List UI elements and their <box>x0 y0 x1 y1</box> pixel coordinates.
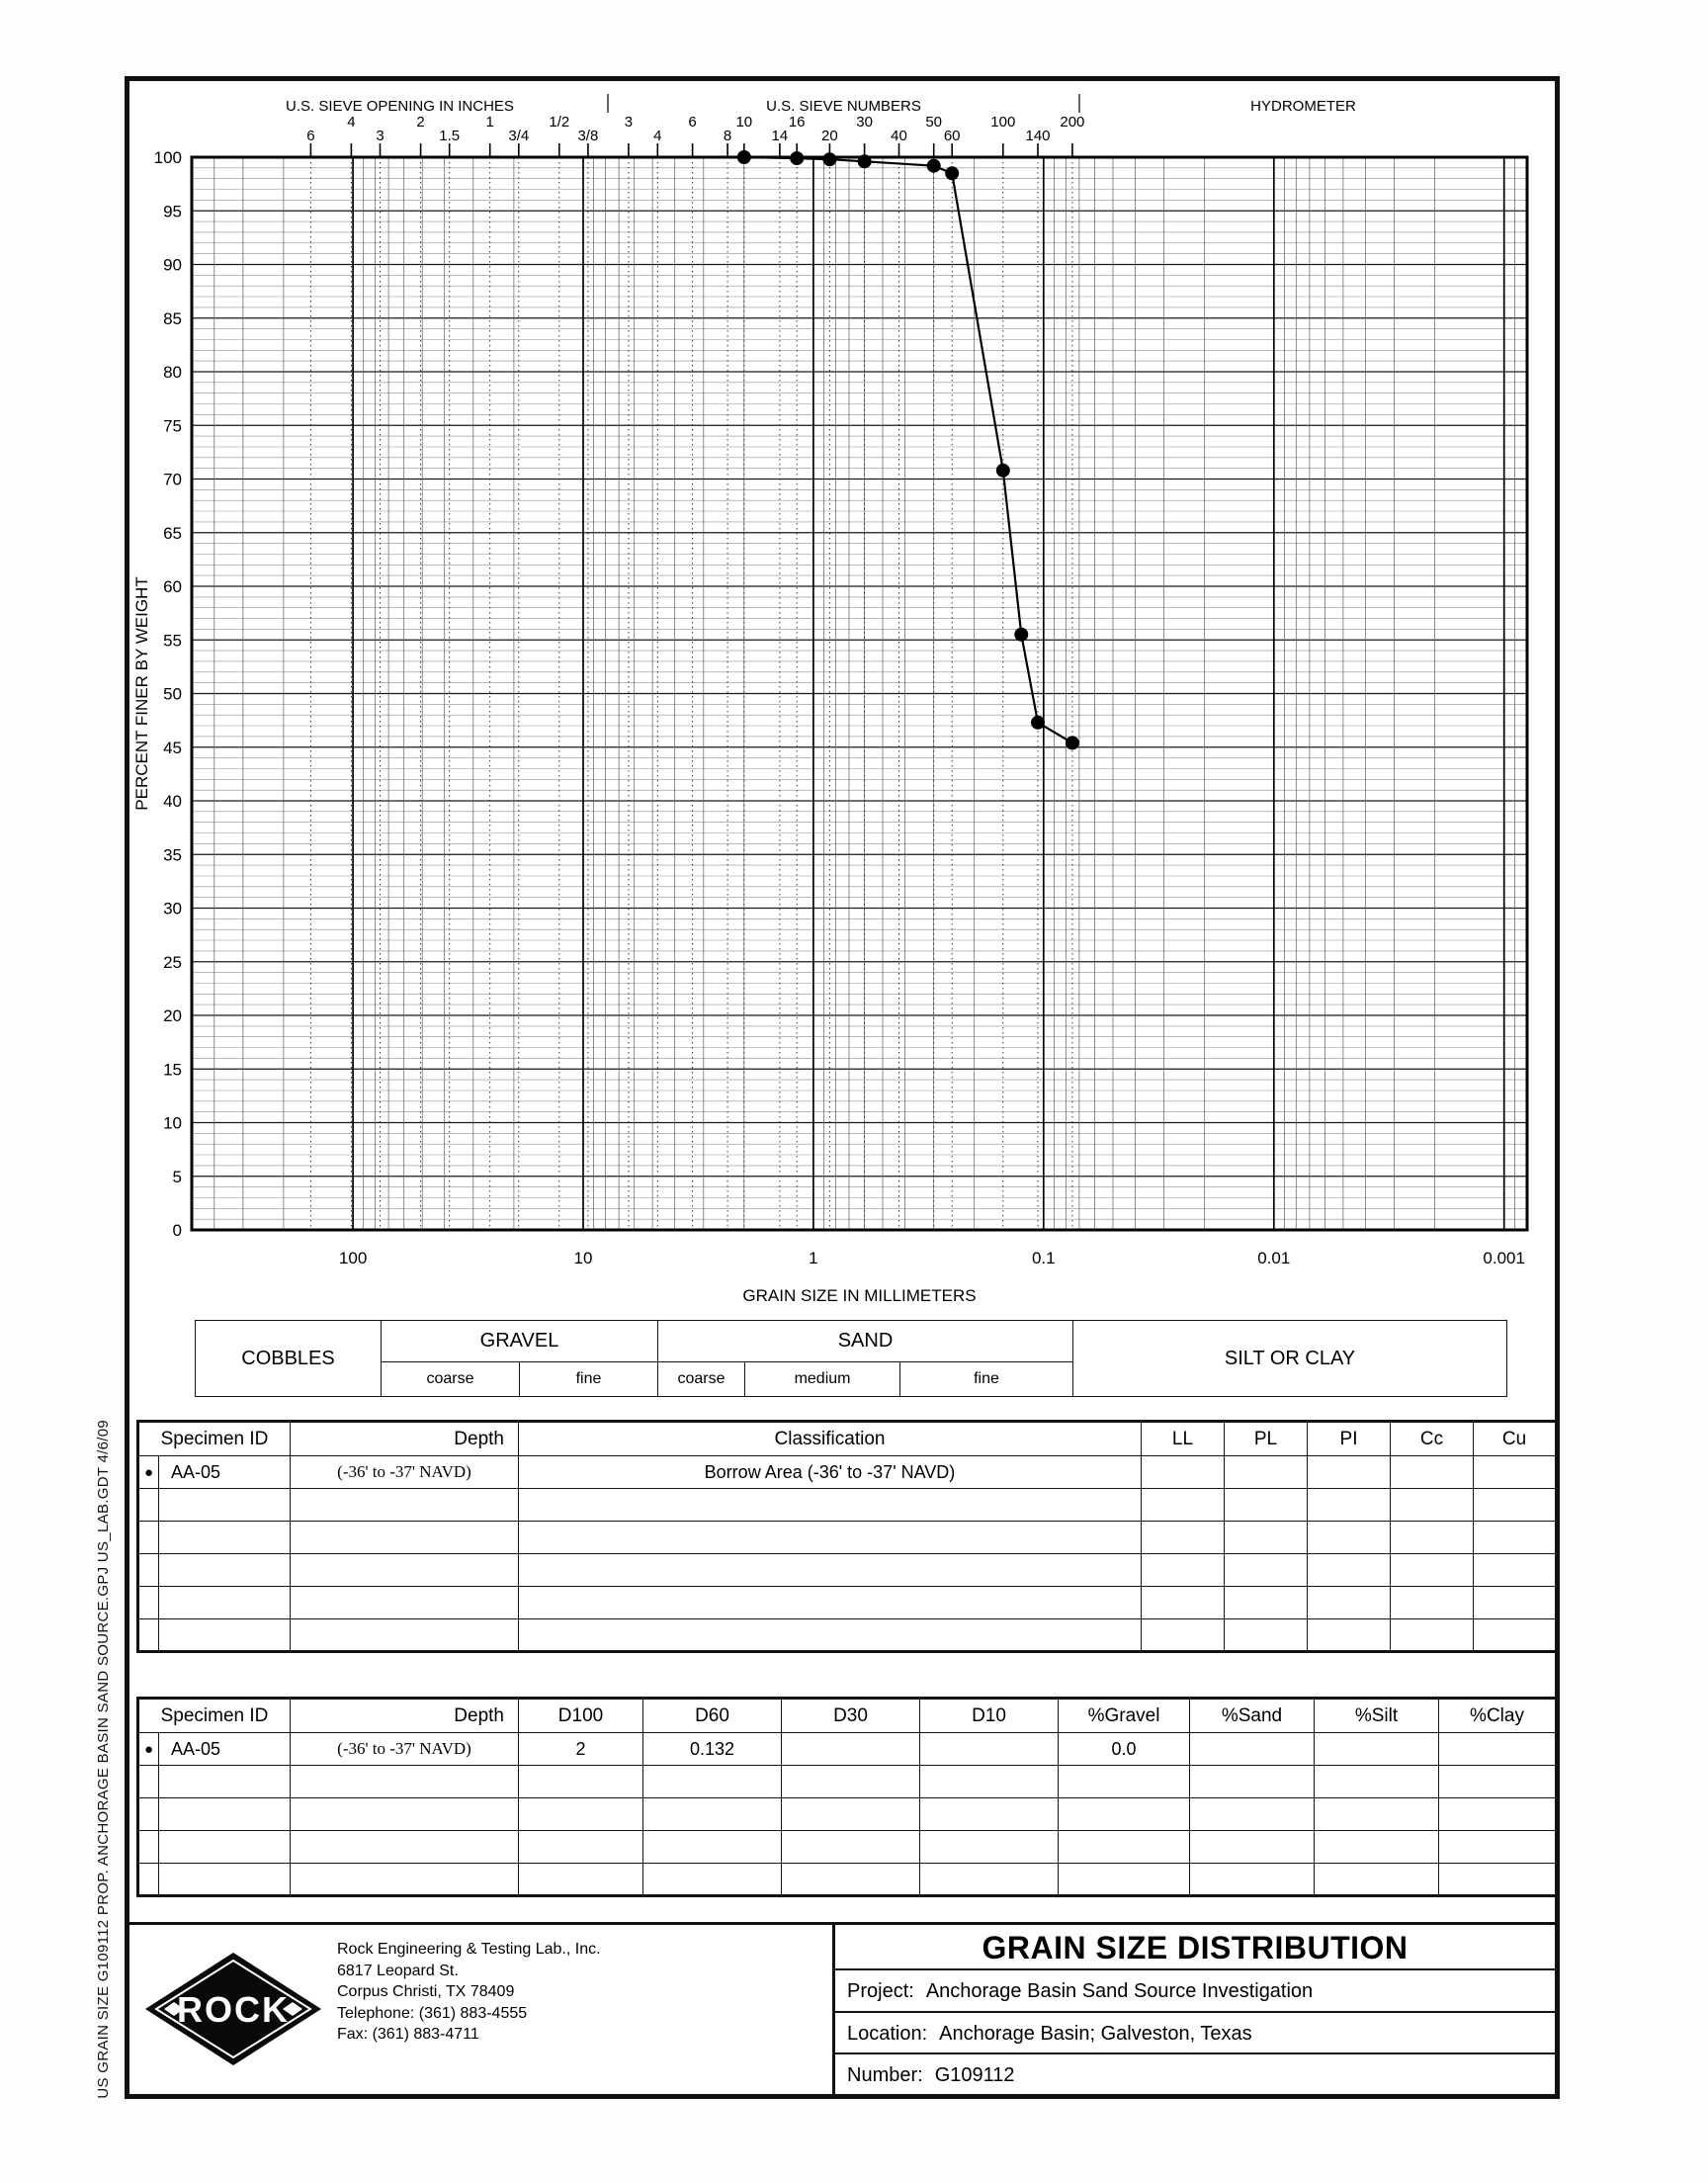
svg-text:65: 65 <box>163 523 182 543</box>
col-depth: Depth <box>291 1699 519 1733</box>
svg-text:1.5: 1.5 <box>439 128 461 144</box>
svg-text:50: 50 <box>163 684 182 704</box>
col-d100: D100 <box>519 1699 643 1733</box>
specimen-row: ● AA-05 (-36' to -37' NAVD) Borrow Area (-36' to -37' NAVD) <box>138 1456 1557 1489</box>
blank-row <box>138 1766 1557 1798</box>
band-gravel: GRAVEL <box>382 1321 658 1362</box>
blank-row <box>138 1522 1557 1554</box>
svg-text:15: 15 <box>163 1060 182 1080</box>
svg-text:5: 5 <box>172 1167 182 1186</box>
blank-row <box>138 1831 1557 1864</box>
results-tbody <box>138 1733 1557 1896</box>
blank-row <box>138 1554 1557 1587</box>
band-silt-or-clay: SILT OR CLAY <box>1073 1321 1507 1397</box>
project-value: Anchorage Basin Sand Source Investigation <box>925 1980 1314 2002</box>
svg-text:GRAIN SIZE IN MILLIMETERS: GRAIN SIZE IN MILLIMETERS <box>742 1286 977 1305</box>
col-pct-gravel: %Gravel <box>1059 1699 1190 1733</box>
col-ll: LL <box>1142 1422 1225 1456</box>
svg-text:1: 1 <box>809 1249 818 1267</box>
footer-title-block <box>129 1922 1555 2094</box>
svg-text:30: 30 <box>856 114 873 131</box>
svg-text:1/2: 1/2 <box>549 114 570 131</box>
svg-text:140: 140 <box>1025 128 1051 144</box>
number-row <box>835 2054 1555 2096</box>
svg-text:30: 30 <box>163 899 182 918</box>
blank-row <box>138 1864 1557 1896</box>
svg-text:U.S. SIEVE NUMBERS: U.S. SIEVE NUMBERS <box>766 98 921 115</box>
svg-text:70: 70 <box>163 470 182 489</box>
svg-text:90: 90 <box>163 255 182 275</box>
svg-text:6: 6 <box>688 114 697 131</box>
company-info <box>337 1939 601 2046</box>
band-sand-coarse: coarse <box>658 1362 745 1397</box>
svg-text:80: 80 <box>163 363 182 382</box>
svg-text:10: 10 <box>735 114 753 131</box>
number-label: Number: <box>847 2064 923 2086</box>
band-gravel-fine: fine <box>520 1362 658 1397</box>
number-value: G109112 <box>934 2064 1015 2086</box>
col-cc: Cc <box>1391 1422 1474 1456</box>
svg-text:100: 100 <box>338 1249 368 1267</box>
svg-text:100: 100 <box>153 148 182 167</box>
band-sand-medium: medium <box>745 1362 900 1397</box>
svg-text:85: 85 <box>163 308 182 328</box>
col-depth: Depth <box>291 1422 519 1456</box>
col-pct-sand: %Sand <box>1190 1699 1315 1733</box>
svg-text:0.01: 0.01 <box>1257 1249 1291 1267</box>
svg-text:2: 2 <box>416 114 425 131</box>
location-value: Anchorage Basin; Galveston, Texas <box>939 2022 1252 2045</box>
location-row <box>835 2013 1555 2055</box>
company-line: Fax: (361) 883-4711 <box>337 2026 479 2043</box>
report-title: GRAIN SIZE DISTRIBUTION <box>835 1925 1555 1970</box>
company-line: Corpus Christi, TX 78409 <box>337 1983 515 2000</box>
svg-text:10: 10 <box>163 1113 182 1133</box>
report-frame <box>125 76 1560 2099</box>
band-sand: SAND <box>658 1321 1073 1362</box>
col-specimen-id: Specimen ID <box>138 1699 291 1733</box>
svg-text:50: 50 <box>925 114 943 131</box>
classification-table <box>136 1420 1558 1653</box>
svg-text:75: 75 <box>163 416 182 436</box>
svg-text:55: 55 <box>163 631 182 651</box>
side-caption: US GRAIN SIZE G109112 PROP. ANCHORAGE BASIN SAND SOURCE.GPJ US_LAB.GDT 4/6/09 <box>95 1420 112 2099</box>
company-line: Telephone: (361) 883-4555 <box>337 2004 528 2022</box>
svg-text:16: 16 <box>788 114 806 131</box>
svg-text:0.001: 0.001 <box>1483 1249 1525 1267</box>
col-d60: D60 <box>643 1699 782 1733</box>
svg-text:40: 40 <box>163 792 182 811</box>
col-d10: D10 <box>920 1699 1059 1733</box>
col-cu: Cu <box>1474 1422 1557 1456</box>
col-pi: PI <box>1308 1422 1391 1456</box>
rock-logo <box>143 1947 323 2071</box>
col-pct-clay: %Clay <box>1439 1699 1557 1733</box>
rock-logo-text: ROCK <box>177 1989 290 2030</box>
title-block <box>835 1925 1555 2094</box>
company-block <box>129 1925 835 2094</box>
svg-text:8: 8 <box>723 128 732 144</box>
col-pct-silt: %Silt <box>1315 1699 1439 1733</box>
svg-text:U.S. SIEVE OPENING IN INCHES: U.S. SIEVE OPENING IN INCHES <box>286 98 514 115</box>
svg-text:3: 3 <box>624 114 634 131</box>
svg-text:10: 10 <box>573 1249 593 1267</box>
svg-text:3/8: 3/8 <box>577 128 599 144</box>
classification-tbody <box>138 1456 1557 1652</box>
blank-row <box>138 1619 1557 1652</box>
project-row <box>835 1970 1555 2013</box>
svg-text:4: 4 <box>347 114 356 131</box>
svg-text:1: 1 <box>485 114 494 131</box>
col-pl: PL <box>1225 1422 1308 1456</box>
svg-text:14: 14 <box>771 128 789 144</box>
results-table <box>136 1697 1558 1897</box>
svg-text:60: 60 <box>943 128 961 144</box>
blank-row <box>138 1587 1557 1619</box>
fraction-bands-table <box>195 1320 1507 1397</box>
band-cobbles: COBBLES <box>196 1321 382 1397</box>
svg-text:95: 95 <box>163 202 182 221</box>
svg-text:200: 200 <box>1060 114 1085 131</box>
location-label: Location: <box>847 2022 928 2045</box>
svg-text:100: 100 <box>990 114 1016 131</box>
svg-text:20: 20 <box>821 128 838 144</box>
col-specimen-id: Specimen ID <box>138 1422 291 1456</box>
svg-text:25: 25 <box>163 952 182 972</box>
company-line: 6817 Leopard St. <box>337 1962 459 1979</box>
svg-text:4: 4 <box>653 128 662 144</box>
svg-text:HYDROMETER: HYDROMETER <box>1250 98 1356 115</box>
band-sand-fine: fine <box>900 1362 1073 1397</box>
svg-text:0.1: 0.1 <box>1031 1249 1056 1267</box>
specimen-row: ● AA-05 (-36' to -37' NAVD) 2 0.132 0.0 <box>138 1733 1557 1766</box>
blank-row <box>138 1489 1557 1522</box>
svg-text:3/4: 3/4 <box>508 128 530 144</box>
svg-text:6: 6 <box>306 128 315 144</box>
svg-text:PERCENT FINER BY WEIGHT: PERCENT FINER BY WEIGHT <box>132 576 151 811</box>
svg-text:20: 20 <box>163 1006 182 1025</box>
svg-text:60: 60 <box>163 577 182 596</box>
band-gravel-coarse: coarse <box>382 1362 520 1397</box>
company-line: Rock Engineering & Testing Lab., Inc. <box>337 1941 601 1958</box>
svg-text:45: 45 <box>163 738 182 757</box>
grain-size-chart <box>129 81 1555 1317</box>
svg-text:35: 35 <box>163 845 182 865</box>
classification-header-row <box>138 1422 1557 1456</box>
project-label: Project: <box>847 1980 914 2002</box>
svg-text:40: 40 <box>891 128 907 144</box>
col-d30: D30 <box>782 1699 920 1733</box>
col-classification: Classification <box>519 1422 1142 1456</box>
svg-text:3: 3 <box>376 128 384 144</box>
results-header-row <box>138 1699 1557 1733</box>
svg-text:0: 0 <box>172 1221 182 1240</box>
blank-row <box>138 1798 1557 1831</box>
